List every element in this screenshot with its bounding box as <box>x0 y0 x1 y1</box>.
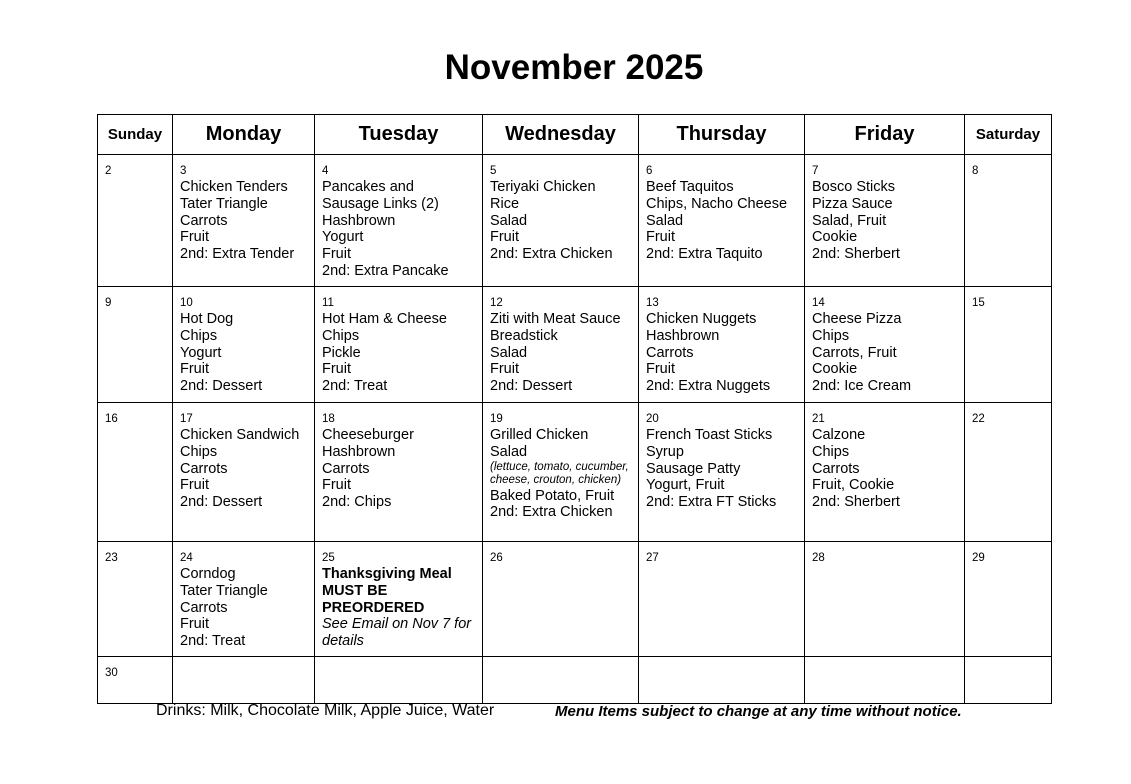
day-cell <box>98 403 173 542</box>
day-cell <box>639 287 805 403</box>
menu-item: Chips <box>812 443 850 460</box>
menu-item: details <box>322 633 364 650</box>
menu-item: Teriyaki Chicken <box>490 179 596 195</box>
day-number: 3 <box>180 165 187 177</box>
week-row <box>98 155 1052 287</box>
day-cell <box>315 155 483 287</box>
day-number: 18 <box>322 413 335 425</box>
menu-item: Chips <box>322 327 360 344</box>
day-cell <box>173 155 315 287</box>
menu-item: 2nd: Ice Cream <box>812 378 912 395</box>
menu-item: Pickle <box>322 344 361 361</box>
day-number: 10 <box>180 297 193 309</box>
menu-item: Beef Taquitos <box>646 179 734 195</box>
menu-item: Chips <box>180 327 218 344</box>
menu-item: Fruit <box>490 229 519 246</box>
day-cell <box>483 542 639 657</box>
menu-item: Pancakes and <box>322 179 414 195</box>
drinks-note: Drinks: Milk, Chocolate Milk, Apple Juice, Water <box>156 702 495 719</box>
day-number: 20 <box>646 413 659 425</box>
menu-item: Carrots <box>180 460 228 477</box>
day-cell <box>173 542 315 657</box>
menu-item: Yogurt, Fruit <box>646 477 725 494</box>
menu-item: Rice <box>490 195 520 212</box>
menu-item: Corndog <box>180 566 236 582</box>
menu-item: 2nd: Extra Chicken <box>490 504 613 521</box>
menu-item: 2nd: Sherbert <box>812 494 900 511</box>
menu-item: Chicken Sandwich <box>180 427 300 443</box>
weekday-header-sunday: Sunday <box>98 115 173 155</box>
menu-item: Carrots <box>322 460 370 477</box>
menu-item: Chips <box>812 327 850 344</box>
day-cell <box>315 403 483 542</box>
menu-item: 2nd: Extra Taquito <box>646 246 763 263</box>
menu-item: French Toast Sticks <box>646 427 773 443</box>
menu-item: 2nd: Dessert <box>180 378 263 395</box>
menu-item: Fruit <box>490 361 519 378</box>
menu-item: 2nd: Extra Pancake <box>322 262 449 279</box>
menu-item: Salad <box>490 443 528 460</box>
day-number: 25 <box>322 552 335 564</box>
menu-item: Chips <box>180 443 218 460</box>
day-cell <box>965 403 1052 542</box>
day-cell <box>805 287 965 403</box>
menu-item: Carrots <box>812 460 860 477</box>
menu-item: 2nd: Treat <box>180 633 246 650</box>
menu-item: Hot Dog <box>180 311 234 327</box>
menu-item: 2nd: Dessert <box>490 378 573 395</box>
menu-item: Tater Triangle <box>180 582 268 599</box>
menu-item: Chicken Tenders <box>180 179 288 195</box>
menu-item: 2nd: Extra FT Sticks <box>646 494 777 511</box>
day-number: 19 <box>490 413 503 425</box>
day-cell <box>639 657 805 704</box>
day-cell <box>965 657 1052 704</box>
menu-item: Cookie <box>812 361 858 378</box>
menu-item: Hashbrown <box>322 443 396 460</box>
menu-item: Fruit <box>322 246 351 263</box>
menu-item: Breadstick <box>490 327 558 344</box>
menu-item: Thanksgiving Meal <box>322 566 452 582</box>
menu-item: Chicken Nuggets <box>646 311 757 327</box>
menu-item: 2nd: Dessert <box>180 494 263 511</box>
menu-item: Pizza Sauce <box>812 195 893 212</box>
menu-item: Chips, Nacho Cheese <box>646 195 788 212</box>
week-row <box>98 657 1052 704</box>
menu-item: Cheese Pizza <box>812 311 902 327</box>
day-number: 7 <box>812 165 819 177</box>
menu-item: Sausage Patty <box>646 460 741 477</box>
day-cell <box>483 287 639 403</box>
day-number: 2 <box>105 165 112 177</box>
menu-item: Cookie <box>812 229 858 246</box>
day-number: 26 <box>490 552 503 564</box>
menu-item: Cheeseburger <box>322 427 414 443</box>
day-number: 29 <box>972 552 985 564</box>
menu-item: Fruit <box>180 477 209 494</box>
weekday-header-friday: Friday <box>805 115 965 155</box>
day-number: 14 <box>812 297 825 309</box>
day-number: 28 <box>812 552 825 564</box>
day-number: 17 <box>180 413 193 425</box>
menu-item: Fruit, Cookie <box>812 477 895 494</box>
day-number: 21 <box>812 413 825 425</box>
menu-item: Yogurt <box>322 229 364 246</box>
week-row <box>98 542 1052 657</box>
menu-item: 2nd: Treat <box>322 378 388 395</box>
day-number: 30 <box>105 667 118 679</box>
menu-item: Salad <box>646 212 684 229</box>
day-cell <box>965 155 1052 287</box>
day-cell <box>98 657 173 704</box>
day-number: 8 <box>972 165 979 177</box>
weekday-header-tuesday: Tuesday <box>315 115 483 155</box>
day-cell <box>173 657 315 704</box>
menu-item: Carrots <box>180 212 228 229</box>
day-cell <box>805 403 965 542</box>
day-number: 4 <box>322 165 329 177</box>
menu-item: Fruit <box>646 361 675 378</box>
menu-item: Salad, Fruit <box>812 212 887 229</box>
day-cell <box>483 155 639 287</box>
menu-item: Syrup <box>646 443 684 460</box>
calendar-table <box>97 114 1052 704</box>
menu-item: Hot Ham & Cheese <box>322 311 447 327</box>
menu-item: Fruit <box>180 361 209 378</box>
menu-item: Fruit <box>646 229 675 246</box>
day-number: 22 <box>972 413 985 425</box>
menu-item: Baked Potato, Fruit <box>490 487 615 504</box>
day-number: 6 <box>646 165 653 177</box>
weekday-header-thursday: Thursday <box>639 115 805 155</box>
day-number: 27 <box>646 552 659 564</box>
day-cell <box>173 403 315 542</box>
menu-item: PREORDERED <box>322 599 425 616</box>
menu-item: 2nd: Chips <box>322 494 392 511</box>
menu-item-note: (lettuce, tomato, cucumber, cheese, crouton, chicken) <box>490 460 629 487</box>
menu-item: Hashbrown <box>646 327 720 344</box>
page-title: November 2025 <box>444 48 704 87</box>
menu-item: Sausage Links (2) <box>322 195 439 212</box>
day-number: 15 <box>972 297 985 309</box>
day-cell <box>98 155 173 287</box>
week-row <box>98 287 1052 403</box>
day-number: 13 <box>646 297 659 309</box>
menu-item: Fruit <box>322 361 351 378</box>
day-number: 16 <box>105 413 118 425</box>
day-number: 24 <box>180 552 193 564</box>
menu-item: Carrots <box>646 344 694 361</box>
menu-item: Ziti with Meat Sauce <box>490 311 621 327</box>
menu-item: Salad <box>490 344 528 361</box>
day-cell <box>173 287 315 403</box>
day-cell <box>965 542 1052 657</box>
week-row <box>98 403 1052 542</box>
menu-item: Bosco Sticks <box>812 179 895 195</box>
weekday-header-wednesday: Wednesday <box>483 115 639 155</box>
day-cell <box>805 657 965 704</box>
menu-item: Carrots <box>180 599 228 616</box>
menu-item: 2nd: Extra Tender <box>180 246 295 263</box>
day-cell <box>98 287 173 403</box>
menu-item: Fruit <box>180 616 209 633</box>
day-number: 11 <box>322 297 334 309</box>
menu-item: Carrots, Fruit <box>812 344 897 361</box>
day-number: 23 <box>105 552 118 564</box>
menu-item: See Email on Nov 7 for <box>322 616 472 633</box>
day-cell <box>315 657 483 704</box>
day-cell <box>315 542 483 657</box>
day-cell <box>965 287 1052 403</box>
weekday-header-saturday: Saturday <box>965 115 1052 155</box>
day-cell <box>805 542 965 657</box>
menu-item: Yogurt <box>180 344 222 361</box>
menu-item: Fruit <box>322 477 351 494</box>
menu-item: Salad <box>490 212 528 229</box>
day-cell <box>639 155 805 287</box>
weekday-header-row <box>98 115 1052 155</box>
menu-item: 2nd: Sherbert <box>812 246 900 263</box>
change-notice: Menu Items subject to change at any time without notice. <box>555 703 962 720</box>
day-number: 12 <box>490 297 503 309</box>
menu-item: Fruit <box>180 229 209 246</box>
menu-item: 2nd: Extra Nuggets <box>646 378 771 395</box>
menu-item: Hashbrown <box>322 212 396 229</box>
day-cell <box>639 542 805 657</box>
day-number: 9 <box>105 297 112 309</box>
menu-item: Calzone <box>812 427 866 443</box>
day-cell <box>315 287 483 403</box>
menu-item: Tater Triangle <box>180 195 268 212</box>
menu-item: Grilled Chicken <box>490 427 589 443</box>
weekday-header-monday: Monday <box>173 115 315 155</box>
menu-item: MUST BE <box>322 582 388 599</box>
day-cell <box>639 403 805 542</box>
day-cell <box>98 542 173 657</box>
day-cell <box>483 657 639 704</box>
day-cell <box>483 403 639 542</box>
menu-item: 2nd: Extra Chicken <box>490 246 613 263</box>
day-number: 5 <box>490 165 497 177</box>
day-cell <box>805 155 965 287</box>
